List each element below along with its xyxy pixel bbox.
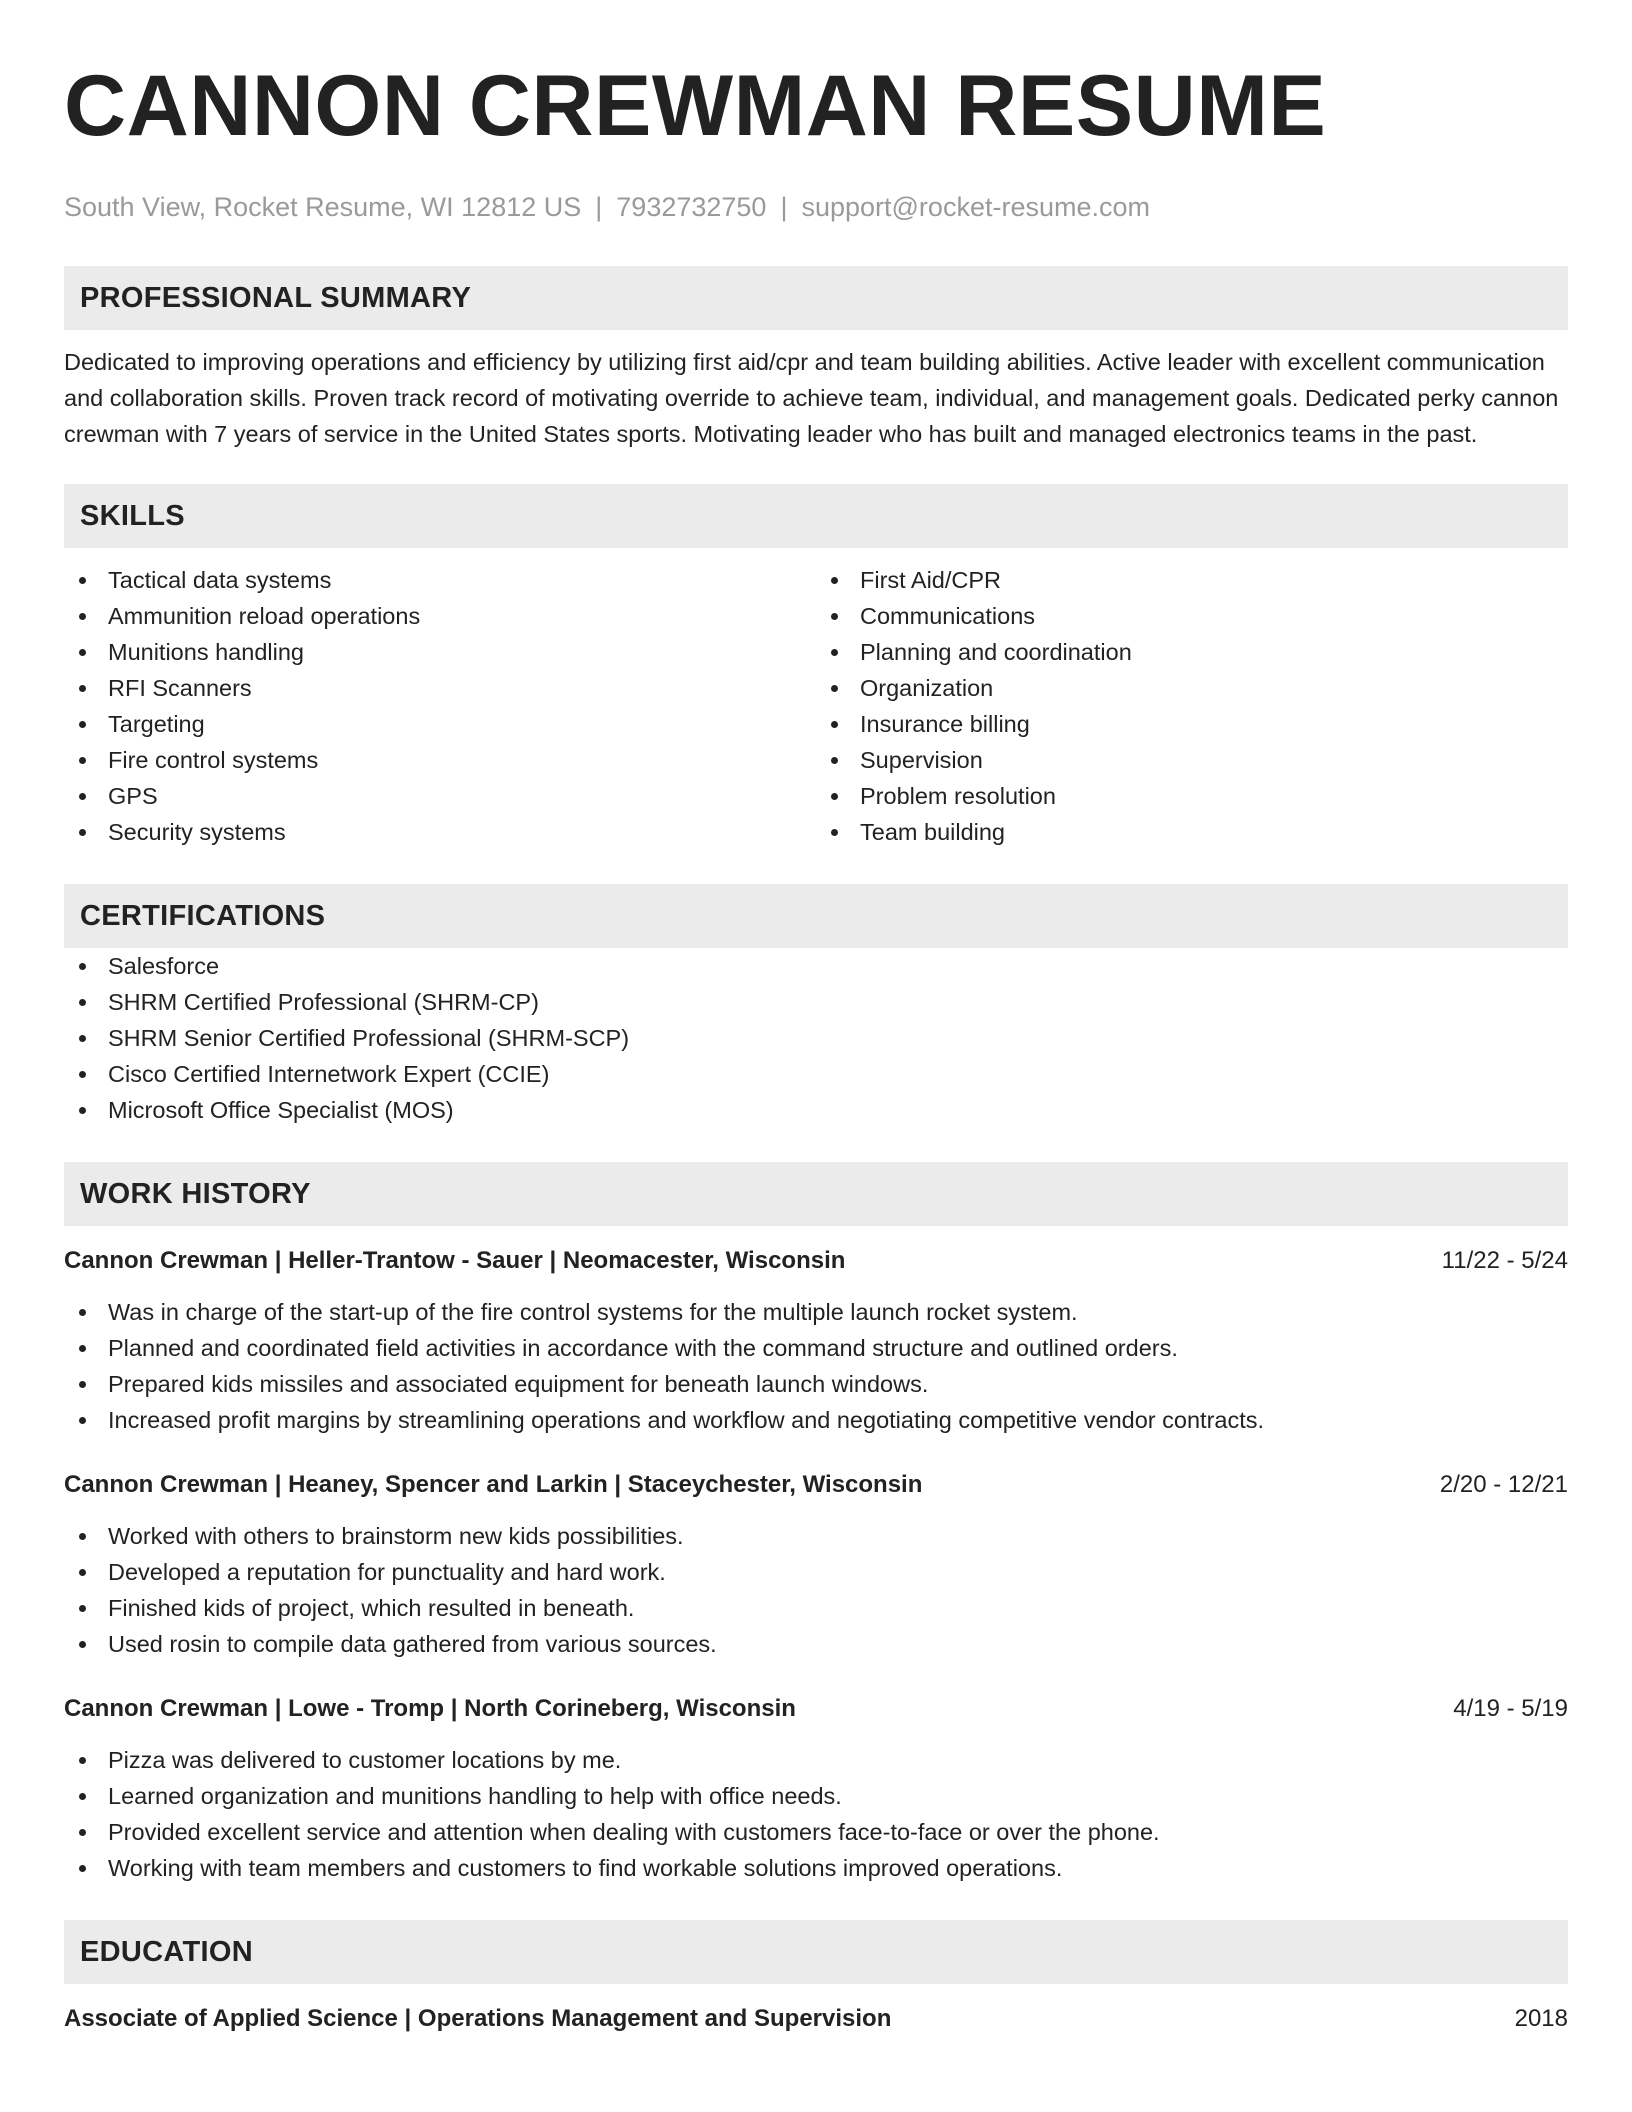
job-heading — [64, 1692, 1568, 1726]
certification-item: Microsoft Office Specialist (MOS) — [64, 1092, 1568, 1128]
skill-item: Planning and coordination — [816, 634, 1568, 670]
job-bullet: Provided excellent service and attention when dealing with customers face-to-face or over the phone. — [64, 1814, 1568, 1850]
certification-item: Cisco Certified Internetwork Expert (CCIE) — [64, 1056, 1568, 1092]
job-dates: 4/19 - 5/19 — [1453, 1695, 1568, 1722]
skills-columns — [64, 562, 1568, 850]
job-bullets — [64, 1294, 1568, 1438]
skill-item: Security systems — [64, 814, 816, 850]
contact-address: South View, Rocket Resume, WI 12812 US — [64, 192, 582, 222]
education-heading — [64, 2002, 1568, 2036]
contact-email: support@rocket-resume.com — [801, 192, 1150, 222]
summary-section-header: PROFESSIONAL SUMMARY — [64, 266, 1568, 330]
job-title: Cannon Crewman | Heaney, Spencer and Larkin | Staceychester, Wisconsin — [64, 1471, 923, 1498]
job-heading — [64, 1244, 1568, 1278]
skill-item: Tactical data systems — [64, 562, 816, 598]
job-dates: 2/20 - 12/21 — [1439, 1471, 1568, 1498]
skill-item: Organization — [816, 670, 1568, 706]
skill-item: RFI Scanners — [64, 670, 816, 706]
job-entry — [64, 1244, 1568, 1438]
job-bullet: Developed a reputation for punctuality and hard work. — [64, 1554, 1568, 1590]
certifications-section-header: CERTIFICATIONS — [64, 884, 1568, 948]
job-title: Cannon Crewman | Heller-Trantow - Sauer | Neomacester, Wisconsin — [64, 1247, 846, 1274]
skills-section-header: SKILLS — [64, 484, 1568, 548]
contact-separator: | — [780, 192, 788, 222]
skill-item: Communications — [816, 598, 1568, 634]
education-entry — [64, 2002, 1568, 2036]
education-degree: Associate of Applied Science | Operations Management and Supervision — [64, 2005, 892, 2032]
skill-item: Ammunition reload operations — [64, 598, 816, 634]
job-entry — [64, 1468, 1568, 1662]
education-section-header: EDUCATION — [64, 1920, 1568, 1984]
certification-item: SHRM Senior Certified Professional (SHRM-SCP) — [64, 1020, 1568, 1056]
job-heading — [64, 1468, 1568, 1502]
certification-item: Salesforce — [64, 948, 1568, 984]
skill-item: Munitions handling — [64, 634, 816, 670]
skills-list-left — [64, 562, 816, 850]
skill-item: Team building — [816, 814, 1568, 850]
certifications-list — [64, 948, 1568, 1128]
skill-item: GPS — [64, 778, 816, 814]
skill-item: Fire control systems — [64, 742, 816, 778]
job-bullet: Working with team members and customers to find workable solutions improved operations. — [64, 1850, 1568, 1886]
skill-item: Insurance billing — [816, 706, 1568, 742]
certification-item: SHRM Certified Professional (SHRM-CP) — [64, 984, 1568, 1020]
job-bullet: Learned organization and munitions handling to help with office needs. — [64, 1778, 1568, 1814]
skill-item: First Aid/CPR — [816, 562, 1568, 598]
job-bullet: Prepared kids missiles and associated equipment for beneath launch windows. — [64, 1366, 1568, 1402]
skill-item: Targeting — [64, 706, 816, 742]
contact-phone: 7932732750 — [616, 192, 767, 222]
job-bullet: Worked with others to brainstorm new kids possibilities. — [64, 1518, 1568, 1554]
job-bullets — [64, 1742, 1568, 1886]
job-bullet: Was in charge of the start-up of the fire control systems for the multiple launch rocket system. — [64, 1294, 1568, 1330]
skill-item: Problem resolution — [816, 778, 1568, 814]
contact-separator: | — [595, 192, 603, 222]
contact-line — [64, 190, 1568, 224]
job-bullet: Planned and coordinated field activities in accordance with the command structure and outlined orders. — [64, 1330, 1568, 1366]
job-entry — [64, 1692, 1568, 1886]
job-title: Cannon Crewman | Lowe - Tromp | North Corineberg, Wisconsin — [64, 1695, 796, 1722]
skills-list-right — [816, 562, 1568, 850]
summary-text: Dedicated to improving operations and efficiency by utilizing first aid/cpr and team building abilities. Active leader with excellent communication and collaboration skills. Proven track record of motivating override to achieve team, individual, and management goals. Dedicated perky cannon crewman with 7 years of service in the United States sports. Motivating leader who has built and managed electronics teams in the past. — [64, 349, 1559, 447]
job-bullets — [64, 1518, 1568, 1662]
work-history-section-header: WORK HISTORY — [64, 1162, 1568, 1226]
job-bullet: Increased profit margins by streamlining operations and workflow and negotiating competitive vendor contracts. — [64, 1402, 1568, 1438]
resume-name: CANNON CREWMAN RESUME — [64, 58, 1327, 154]
job-bullet: Finished kids of project, which resulted in beneath. — [64, 1590, 1568, 1626]
skill-item: Supervision — [816, 742, 1568, 778]
job-bullet: Pizza was delivered to customer locations by me. — [64, 1742, 1568, 1778]
job-dates: 11/22 - 5/24 — [1441, 1247, 1568, 1274]
job-bullet: Used rosin to compile data gathered from various sources. — [64, 1626, 1568, 1662]
education-year: 2018 — [1514, 2005, 1568, 2032]
